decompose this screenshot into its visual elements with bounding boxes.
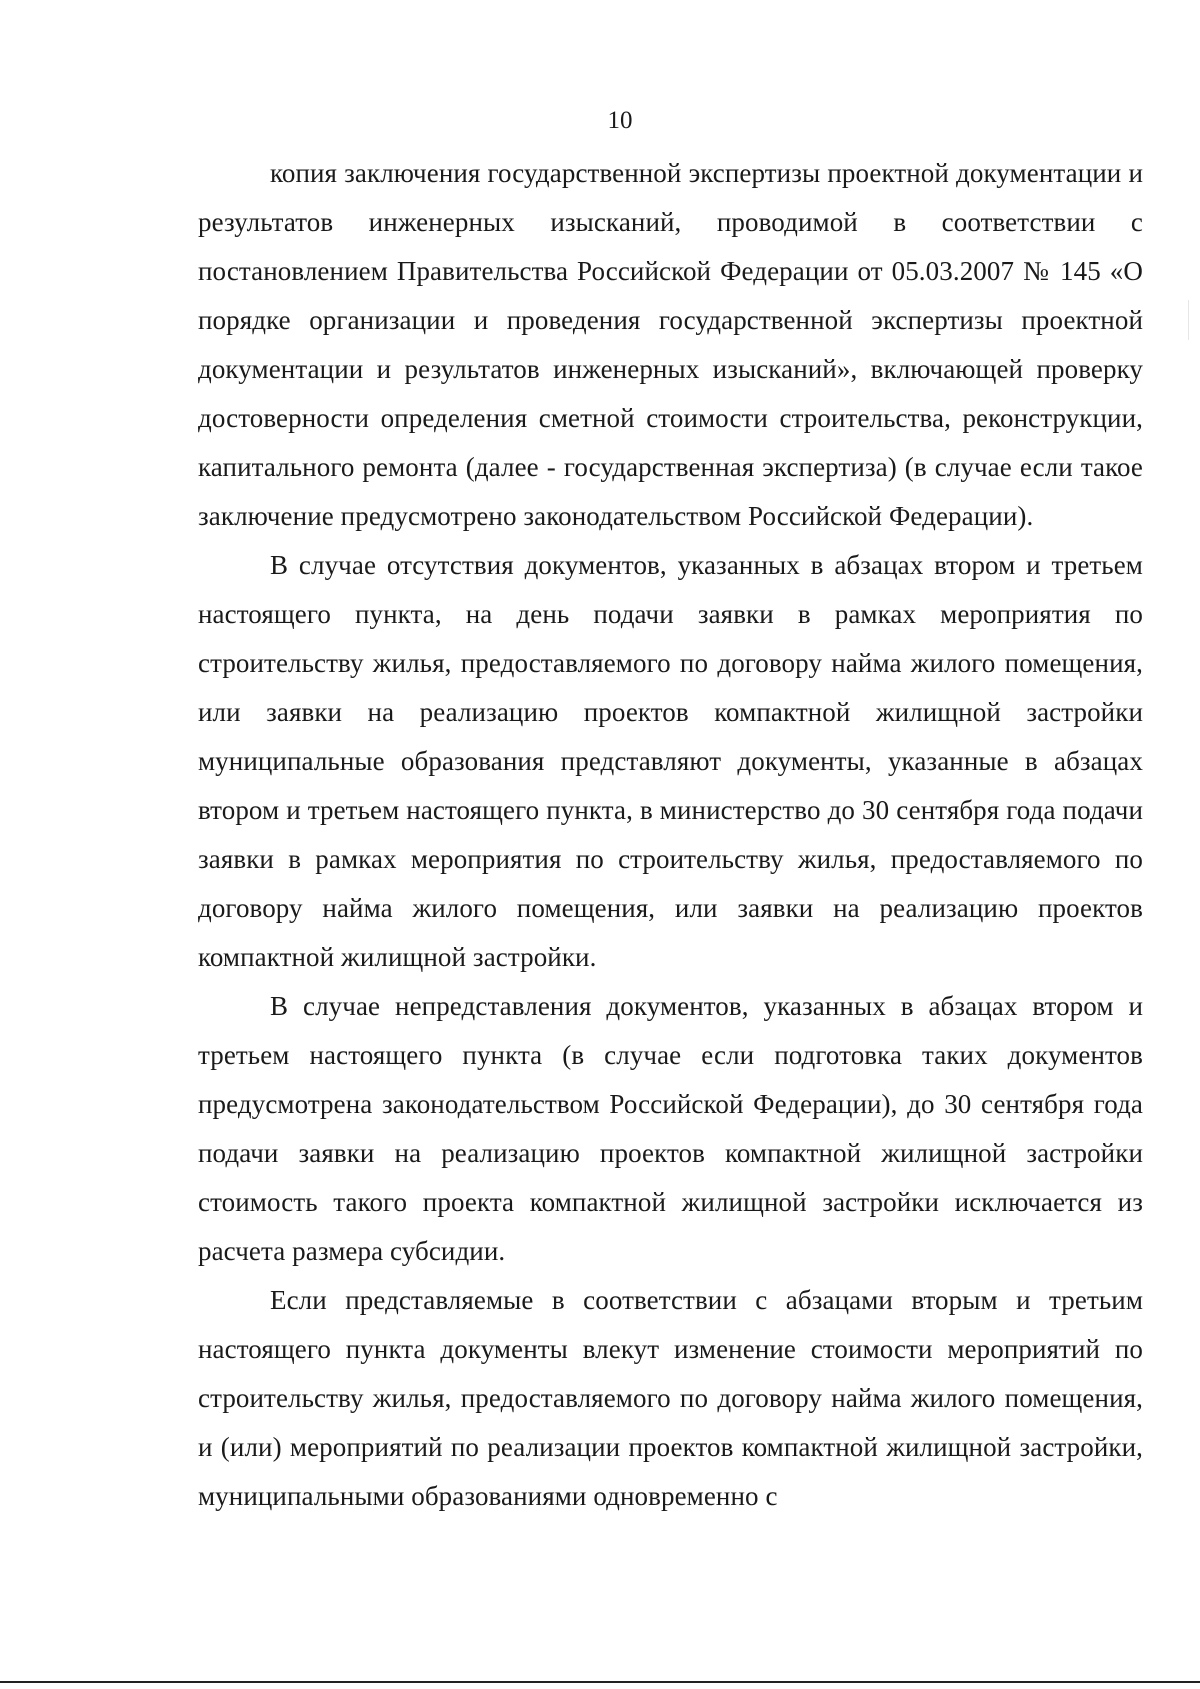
paragraph-expertise-copy: копия заключения государственной экспертизы проектной документации и результатов инженерных изысканий, проводимой в соответствии с постановлением Правительства Российской Федерации от 05.03.2007 № 145 «О порядке организации и проведения государственной экспертизы проектной документации и результатов инженерных изысканий», включающей проверку достоверности определения сметной стоимости строительства, реконструкции, капитального ремонта (далее - государственная экспертиза) (в случае если такое заключение предусмотрено законодательством Российской Федерации). bbox=[198, 158, 1143, 531]
page-number: 10 bbox=[607, 107, 633, 134]
paragraph-non-submission: В случае непредставления документов, указанных в абзацах втором и третьем настоящего пункта (в случае если подготовка таких документов предусмотрена законодательством Российской Федерации), до 30 сентября года подачи заявки на реализацию проектов компактной жилищной застройки стоимость такого проекта компактной жилищной застройки исключается из расчета размера субсидии. bbox=[198, 991, 1143, 1266]
document-body bbox=[198, 149, 1143, 1521]
scan-edge-mark bbox=[1188, 300, 1189, 340]
paragraph-cost-change: Если представляемые в соответствии с абзацами вторым и третьим настоящего пункта документы влекут изменение стоимости мероприятий по строительству жилья, предоставляемого по договору найма жилого помещения, и (или) мероприятий по реализации проектов компактной жилищной застройки, муниципальными образованиями одновременно с bbox=[198, 1285, 1143, 1511]
scan-bottom-rule bbox=[0, 1681, 1200, 1683]
paragraph-missing-documents: В случае отсутствия документов, указанных в абзацах втором и третьем настоящего пункта, на день подачи заявки в рамках мероприятия по строительству жилья, предоставляемого по договору найма жилого помещения, или заявки на реализацию проектов компактной жилищной застройки муниципальные образования представляют документы, указанные в абзацах втором и третьем настоящего пункта, в министерство до 30 сентября года подачи заявки в рамках мероприятия по строительству жилья, предоставляемого по договору найма жилого помещения, или заявки на реализацию проектов компактной жилищной застройки. bbox=[198, 550, 1143, 972]
